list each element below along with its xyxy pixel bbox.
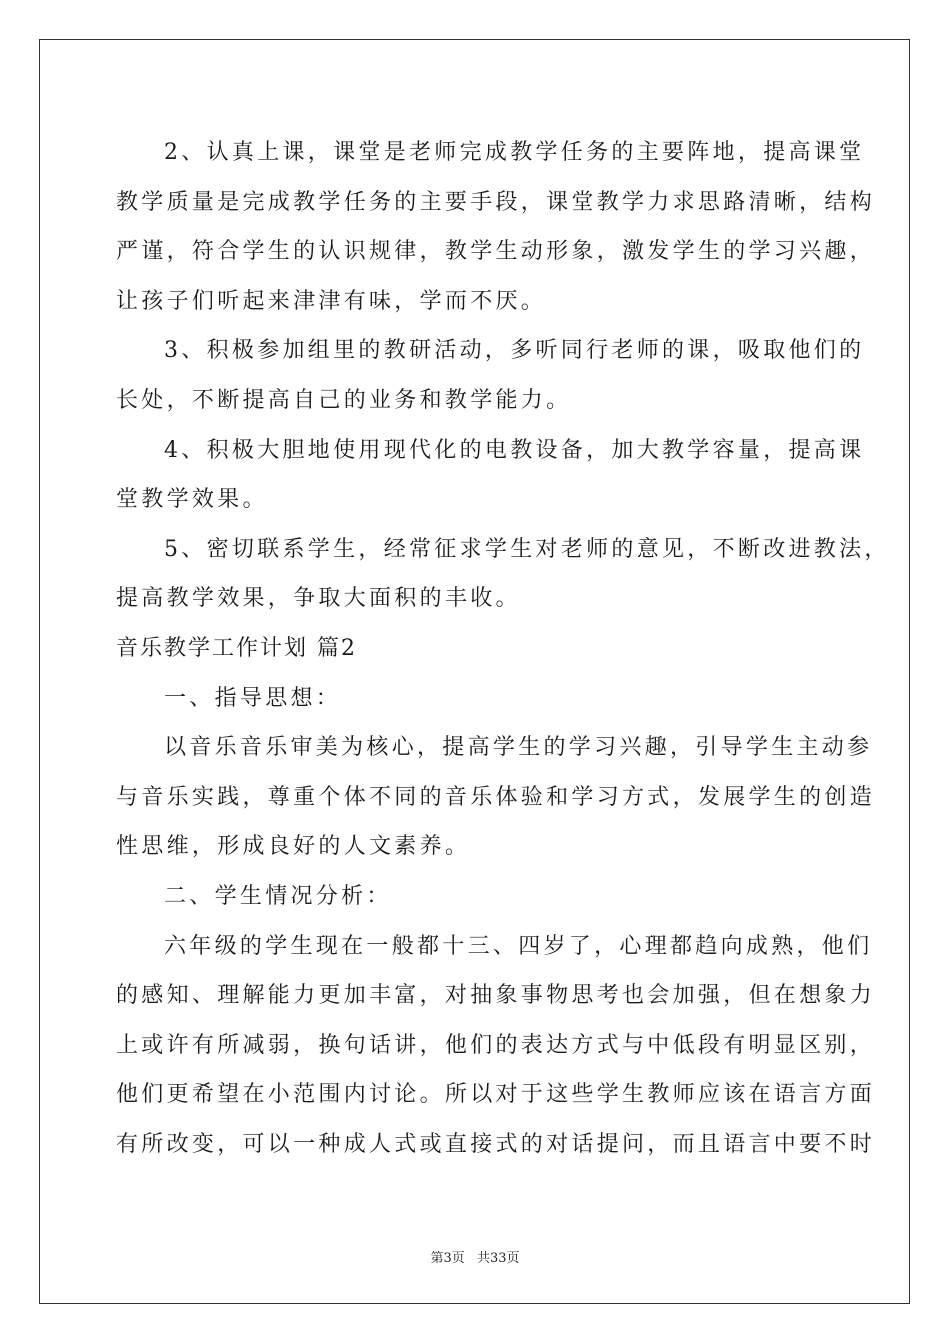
paragraph-line: 的感知、理解能力更加丰富，对抽象事物思考也会加强，但在想象力	[116, 983, 876, 1009]
subsection-heading: 二、学生情况分析：	[164, 883, 392, 909]
paragraph-line: 提高教学效果，争取大面积的丰收。	[116, 586, 521, 612]
page-number: 第3页	[430, 1251, 465, 1266]
paragraph-line: 性思维，形成良好的人文素养。	[116, 834, 471, 860]
paragraph-line: 严谨，符合学生的认识规律，教学生动形象，激发学生的学习兴趣，	[116, 239, 876, 265]
paragraph-line: 与音乐实践，尊重个体不同的音乐体验和学习方式，发展学生的创造	[116, 784, 876, 810]
page-total: 共33页	[476, 1251, 520, 1266]
page-footer	[0, 1247, 950, 1266]
paragraph-line: 3、积极参加组里的教研活动，多听同行老师的课，吸取他们的	[164, 338, 865, 364]
paragraph-line: 上或许有所减弱，换句话讲，他们的表达方式与中低段有明显区别，	[116, 1032, 876, 1058]
paragraph-line: 5、密切联系学生，经常征求学生对老师的意见，不断改进教法，	[164, 536, 890, 562]
paragraph-line: 教学质量是完成教学任务的主要手段，课堂教学力求思路清晰，结构	[116, 189, 876, 215]
paragraph-line: 4、积极大胆地使用现代化的电教设备，加大教学容量，提高课	[164, 437, 865, 463]
paragraph-line: 六年级的学生现在一般都十三、四岁了，心理都趋向成熟，他们	[164, 933, 873, 959]
subsection-heading: 一、指导思想：	[164, 685, 342, 711]
document-body	[116, 128, 890, 1169]
paragraph-line: 2、认真上课，课堂是老师完成教学任务的主要阵地，提高课堂	[164, 140, 865, 165]
paragraph-line: 他们更希望在小范围内讨论。所以对于这些学生教师应该在语言方面	[116, 1082, 876, 1108]
section-heading: 音乐教学工作计划 篇2	[116, 635, 357, 661]
paragraph-line: 让孩子们听起来津津有味，学而不厌。	[116, 288, 547, 314]
paragraph-line: 长处，不断提高自己的业务和教学能力。	[116, 387, 572, 413]
paragraph-line: 以音乐音乐审美为核心，提高学生的学习兴趣，引导学生主动参	[164, 735, 873, 761]
paragraph-line: 堂教学效果。	[116, 487, 268, 513]
paragraph-line: 有所改变，可以一种成人式或直接式的对话提问，而且语言中要不时	[116, 1131, 876, 1157]
